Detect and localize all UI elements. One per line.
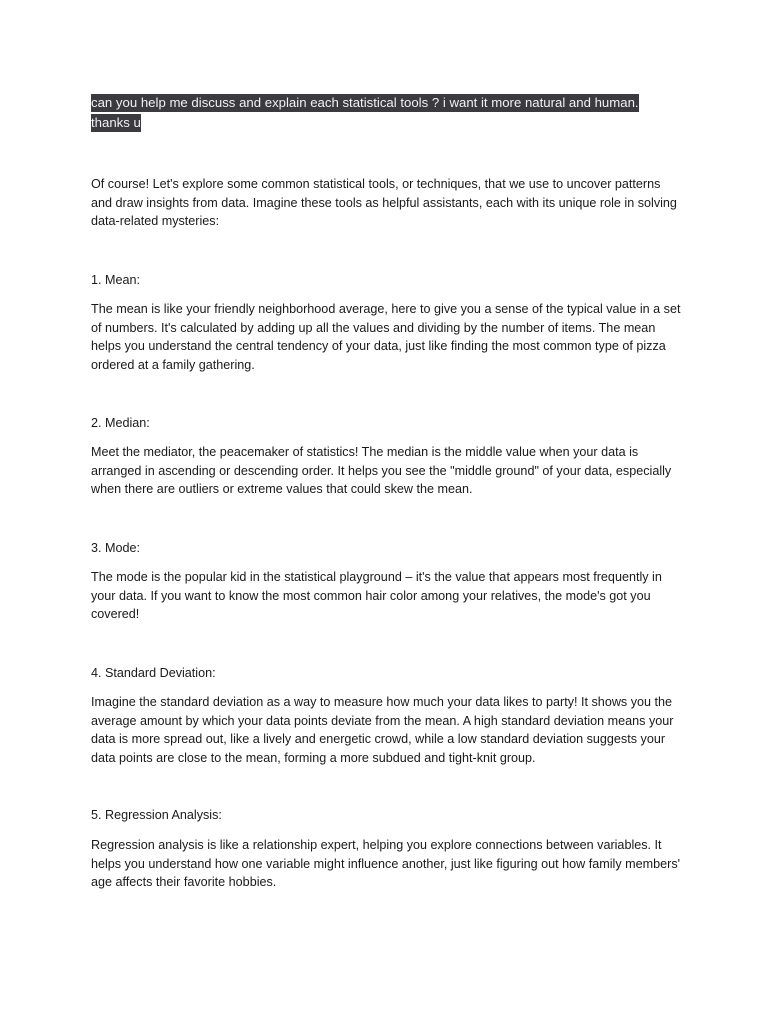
section-body-standard-deviation: Imagine the standard deviation as a way to measure how much your data likes to party! It shows you the average amount by which your data points deviate from the mean. A high standard deviation means your data is more spread out, like a lively and energetic crowd, while a low standard deviation suggests your data points are close to the mean, forming a more subdued and tight-knit group.	[91, 695, 674, 765]
highlighted-prompt-text: can you help me discuss and explain each statistical tools ? i want it more natural and human. thanks u	[91, 95, 639, 130]
section-body-mode: The mode is the popular kid in the statistical playground – it's the value that appears most frequently in your data. If you want to know the most common hair color among your relatives, the mode's got you covered!	[91, 570, 662, 622]
section-heading-median: 2. Median:	[91, 416, 150, 430]
section-heading-mean: 1. Mean:	[91, 273, 141, 287]
section-heading-mode: 3. Mode:	[91, 541, 141, 555]
section-heading-regression-analysis: 5. Regression Analysis:	[91, 808, 222, 822]
section-body-mean: The mean is like your friendly neighborhood average, here to give you a sense of the typical value in a set of numbers. It's calculated by adding up all the values and dividing by the number of items. The mean helps you understand the central tendency of your data, just like finding the most common type of pizza ordered at a family gathering.	[91, 302, 681, 372]
intro-paragraph: Of course! Let's explore some common statistical tools, or techniques, that we use to uncover patterns and draw insights from data. Imagine these tools as helpful assistants, each with its unique role in solving data-related mysteries:	[91, 177, 677, 229]
section-heading-standard-deviation: 4. Standard Deviation:	[91, 666, 216, 680]
section-body-median: Meet the mediator, the peacemaker of statistics! The median is the middle value when your data is arranged in ascending or descending order. It helps you see the "middle ground" of your data, especially when there are outliers or extreme values that could skew the mean.	[91, 445, 672, 497]
section-body-regression-analysis: Regression analysis is like a relationship expert, helping you explore connections between variables. It helps you understand how one variable might influence another, just like figuring out how family members' age affects their favorite hobbies.	[91, 838, 681, 890]
user-prompt	[91, 93, 671, 133]
